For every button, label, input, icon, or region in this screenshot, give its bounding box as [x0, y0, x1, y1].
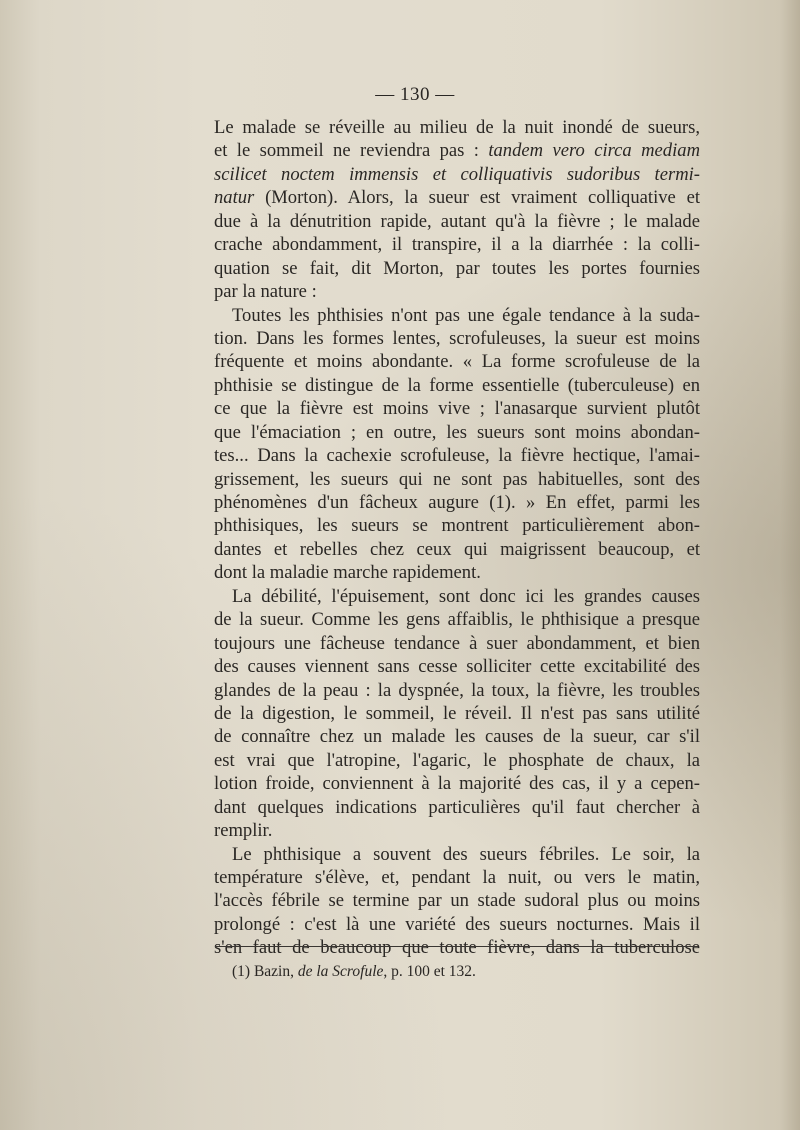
body-text — [214, 116, 700, 960]
text-line: lotion froide, conviennent à la majorité des cas, il y a cepen- — [214, 773, 700, 795]
text-fragment: (Morton). Alors, la sueur est vraiment colliquative et — [254, 187, 700, 209]
text-line: quation se fait, dit Morton, par toutes les portes fournies — [214, 257, 700, 279]
text-line-with-latin — [214, 139, 700, 162]
text-line-with-latin — [214, 186, 700, 209]
paragraph-2 — [214, 304, 700, 585]
text-line: crache abondamment, il transpire, il a la diarrhée : la colli- — [214, 234, 700, 256]
latin-quote: tandem vero circa mediam — [488, 140, 700, 162]
text-line: Toutes les phthisies n'ont pas une égale tendance à la suda- — [232, 304, 700, 326]
text-line: remplir. — [214, 820, 273, 842]
text-fragment: et le sommeil ne reviendra pas : — [214, 140, 489, 162]
text-line: s'en faut de beaucoup que toute fièvre, dans la tuberculose — [214, 937, 700, 959]
text-line: dant quelques indications particulières qu'il faut chercher à — [214, 796, 700, 818]
text-line: l'accès fébrile se termine par un stade sudoral plus ou moins — [214, 890, 700, 912]
text-line: tion. Dans les formes lentes, scrofuleuses, la sueur est moins — [214, 327, 700, 349]
text-line: phénomènes d'un fâcheux augure (1). » En effet, parmi les — [214, 492, 700, 513]
paragraph-4 — [214, 843, 700, 960]
text-line: dont la maladie marche rapidement. — [214, 562, 481, 584]
text-line: toujours une fâcheuse tendance à suer abondamment, et bien — [214, 632, 700, 654]
text-line: prolongé : c'est là une variété des sueurs nocturnes. Mais il — [214, 913, 700, 935]
footnote-rest: , p. 100 et 132. — [383, 963, 476, 980]
footnote — [232, 963, 476, 981]
text-line: phthisie se distingue de la forme essentielle (tuberculeuse) en — [214, 374, 700, 396]
text-line: des causes viennent sans cesse solliciter cette excitabilité des — [214, 656, 700, 678]
text-line: due à la dénutrition rapide, autant qu'à la fièvre ; le malade — [214, 210, 700, 232]
text-line: est vrai que l'atropine, l'agaric, le phosphate de chaux, la — [214, 749, 700, 771]
text-line: fréquente et moins abondante. « La forme scrofuleuse de la — [214, 351, 700, 373]
latin-quote: scilicet noctem immensis et colliquativis sudoribus termi- — [214, 163, 700, 185]
latin-quote: natur — [214, 187, 255, 209]
text-line: Le phthisique a souvent des sueurs fébriles. Le soir, la — [232, 843, 700, 865]
text-line: de la sueur. Comme les gens affaiblis, le phthisique a presque — [214, 609, 700, 631]
text-line: de la digestion, le sommeil, le réveil. Il n'est pas sans utilité — [214, 702, 700, 724]
text-line: La débilité, l'épuisement, sont donc ici les grandes causes — [232, 585, 700, 607]
text-line: par la nature : — [214, 281, 317, 303]
footnote-title: de la Scrofule — [297, 963, 384, 980]
text-line: Le malade se réveille au milieu de la nuit inondé de sueurs, — [214, 117, 700, 138]
footnote-marker: (1) Bazin, — [232, 963, 298, 980]
text-line: dantes et rebelles chez ceux qui maigrissent beaucoup, et — [214, 538, 700, 560]
paragraph-1 — [214, 116, 700, 304]
text-line: glandes de la peau : la dyspnée, la toux, la fièvre, les troubles — [214, 679, 700, 701]
footnote-divider — [215, 946, 698, 947]
paragraph-3 — [214, 585, 700, 843]
text-line: phthisiques, les sueurs se montrent particulièrement abon- — [214, 515, 700, 537]
text-line-latin — [214, 163, 700, 186]
text-line: de connaître chez un malade les causes de la sueur, car s'il — [214, 726, 700, 748]
text-line: que l'émaciation ; en outre, les sueurs sont moins abondan- — [214, 421, 700, 443]
text-line: ce que la fièvre est moins vive ; l'anasarque survient plutôt — [214, 398, 700, 420]
text-line: tes... Dans la cachexie scrofuleuse, la fièvre hectique, l'amai- — [214, 445, 700, 467]
text-line: grissement, les sueurs qui ne sont pas habituelles, sont des — [214, 468, 700, 490]
text-line: température s'élève, et, pendant la nuit, ou vers le matin, — [214, 867, 700, 888]
page-number: — 130 — — [375, 84, 455, 105]
